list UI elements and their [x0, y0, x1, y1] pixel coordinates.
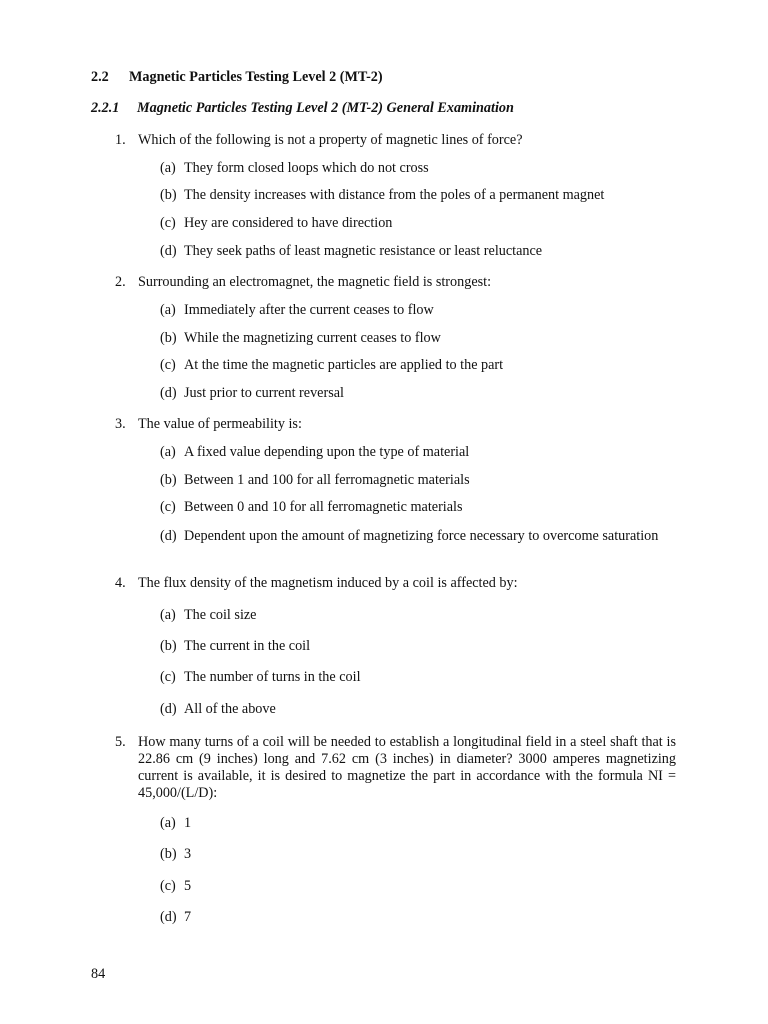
- option-text: While the magnetizing current ceases to flow: [184, 330, 441, 346]
- question-text: Surrounding an electromagnet, the magnetic field is strongest:: [138, 274, 492, 290]
- option-label: (d): [160, 909, 177, 925]
- option-text: Dependent upon the amount of magnetizing force necessary to overcome saturation: [184, 528, 659, 544]
- question-number: 4.: [115, 575, 126, 591]
- question-text: How many turns of a coil will be needed to establish a longitudinal field in a steel shaft that is 22.86 cm (9 inches) long and 7.62 cm (3 inches) in diameter? 3000 amperes magnetizing current is available, it is desired to magnetize the part in accordance with the formula NI = 45,000/(L/D):: [138, 734, 676, 801]
- option-text: They seek paths of least magnetic resistance or least reluctance: [184, 243, 543, 259]
- option-text: All of the above: [184, 701, 276, 717]
- option-label: (c): [160, 499, 176, 515]
- option-label: (a): [160, 302, 176, 318]
- question-text: The flux density of the magnetism induced by a coil is affected by:: [138, 575, 518, 591]
- option-label: (c): [160, 669, 176, 685]
- subsection-number: 2.2.1: [91, 100, 120, 116]
- subsection-title: Magnetic Particles Testing Level 2 (MT-2) General Examination: [137, 100, 514, 116]
- option-label: (a): [160, 815, 176, 831]
- question-number: 1.: [115, 132, 126, 148]
- option-label: (d): [160, 385, 177, 401]
- option-text: 3: [184, 846, 192, 862]
- question-text: Which of the following is not a property of magnetic lines of force?: [138, 132, 523, 148]
- option-text: 5: [184, 878, 192, 894]
- option-text: The coil size: [184, 607, 257, 623]
- option-label: (a): [160, 160, 176, 176]
- option-label: (d): [160, 528, 177, 544]
- option-label: (b): [160, 472, 177, 488]
- option-label: (a): [160, 607, 176, 623]
- option-label: (b): [160, 330, 177, 346]
- option-text: At the time the magnetic particles are applied to the part: [184, 357, 504, 373]
- page-number: 84: [91, 966, 106, 982]
- option-label: (c): [160, 878, 176, 894]
- question-text: The value of permeability is:: [138, 416, 302, 432]
- option-text: 1: [184, 815, 192, 831]
- option-text: Between 1 and 100 for all ferromagnetic materials: [184, 472, 470, 488]
- option-text: The number of turns in the coil: [184, 669, 361, 685]
- option-text: A fixed value depending upon the type of material: [184, 444, 470, 460]
- section-title: Magnetic Particles Testing Level 2 (MT-2): [129, 69, 383, 85]
- option-label: (b): [160, 638, 177, 654]
- option-text: The current in the coil: [184, 638, 311, 654]
- option-text: Hey are considered to have direction: [184, 215, 393, 231]
- option-text: 7: [184, 909, 192, 925]
- question-number: 3.: [115, 416, 126, 432]
- option-text: Between 0 and 10 for all ferromagnetic materials: [184, 499, 463, 515]
- option-label: (b): [160, 846, 177, 862]
- option-label: (d): [160, 701, 177, 717]
- option-label: (a): [160, 444, 176, 460]
- option-label: (c): [160, 215, 176, 231]
- option-text: They form closed loops which do not cross: [184, 160, 429, 176]
- section-number: 2.2: [91, 69, 109, 85]
- option-label: (d): [160, 243, 177, 259]
- question-number: 5.: [115, 734, 126, 750]
- option-label: (c): [160, 357, 176, 373]
- option-text: Just prior to current reversal: [184, 385, 344, 401]
- option-label: (b): [160, 187, 177, 203]
- option-text: Immediately after the current ceases to flow: [184, 302, 434, 318]
- option-text: The density increases with distance from the poles of a permanent magnet: [184, 187, 605, 203]
- question-number: 2.: [115, 274, 126, 290]
